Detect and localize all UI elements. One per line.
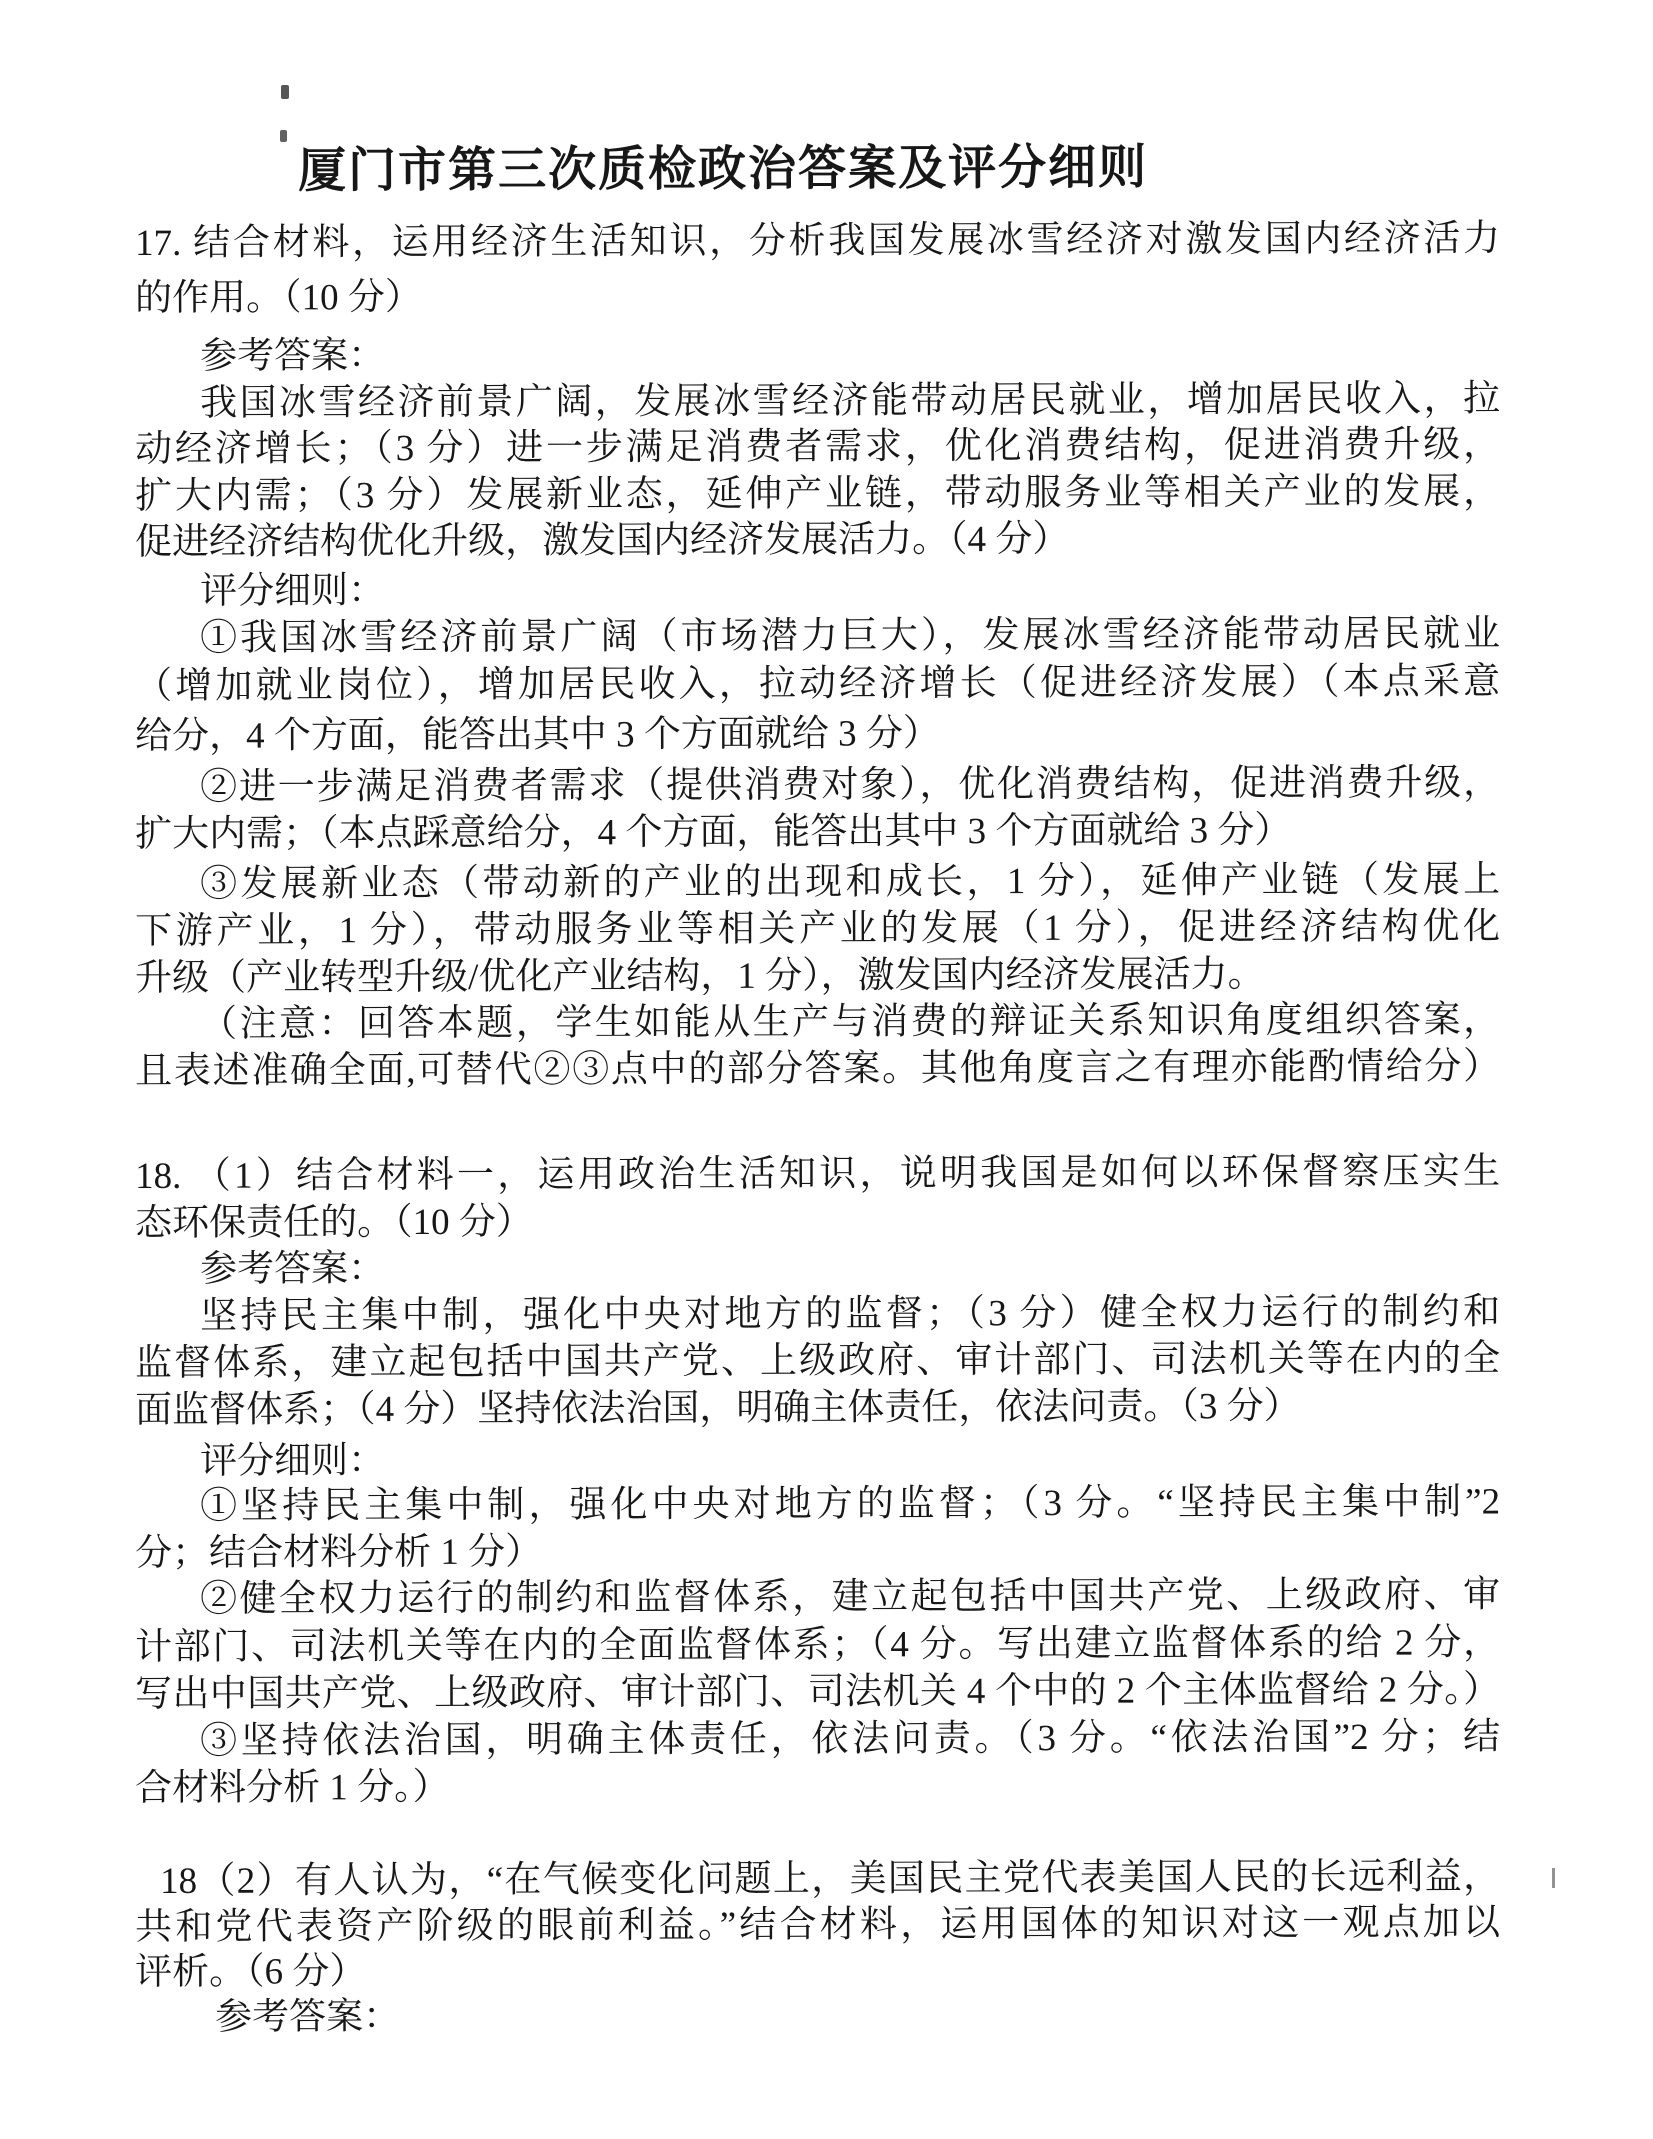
q18-1-answer-line: 面监督体系；（4 分）坚持依法治国，明确主体责任，依法问责。（3 分） bbox=[135, 1385, 1301, 1431]
q18-1-ref-answer-label: 参考答案： bbox=[200, 1248, 386, 1290]
q18-2-ref-answer-label: 参考答案： bbox=[215, 1996, 401, 2038]
q17-rubric-line: 给分，4 个方面，能答出其中 3 个方面就给 3 分） bbox=[135, 713, 940, 757]
q17-rubric-line: ③发展新业态（带动新的产业的出现和成长，1 分），延伸产业链（发展上 bbox=[200, 859, 1501, 905]
q17-question-line: 的作用。（10 分） bbox=[135, 276, 422, 319]
q17-rubric-line: 下游产业，1 分），带动服务业等相关产业的发展（1 分），促进经济结构优化 bbox=[135, 906, 1501, 952]
q18-2-question-line: 18（2）有人认为，“在气候变化问题上，美国民主党代表美国人民的长远利益， bbox=[160, 1856, 1501, 1902]
q18-1-rubric-line: ①坚持民主集中制，强化中央对地方的监督；（3 分。“坚持民主集中制”2 bbox=[200, 1481, 1501, 1527]
q18-1-question-line: 态环保责任的。（10 分） bbox=[135, 1201, 533, 1244]
q18-1-answer-line: 监督体系，建立起包括中国共产党、上级政府、审计部门、司法机关等在内的全 bbox=[135, 1338, 1501, 1384]
q17-ref-answer-label: 参考答案： bbox=[200, 335, 386, 377]
q17-rubric-label: 评分细则： bbox=[200, 570, 386, 612]
q17-rubric-line: 升级（产业转型升级/优化产业结构，1 分），激发国内经济发展活力。 bbox=[135, 954, 1265, 999]
q18-1-rubric-line: ②健全权力运行的制约和监督体系，建立起包括中国共产党、上级政府、审 bbox=[200, 1574, 1501, 1620]
q17-answer-line: 扩大内需；（3 分）发展新业态，延伸产业链，带动服务业等相关产业的发展， bbox=[135, 471, 1501, 517]
q18-1-rubric-line: 写出中国共产党、上级政府、审计部门、司法机关 4 个中的 2 个主体监督给 2 分。） bbox=[135, 1669, 1501, 1715]
q18-1-rubric-line: 合材料分析 1 分。） bbox=[135, 1766, 450, 1809]
q18-1-rubric-label: 评分细则： bbox=[200, 1440, 386, 1482]
scan-edge-mark bbox=[1552, 1868, 1555, 1888]
page-title: 厦门市第三次质检政治答案及评分细则 bbox=[297, 141, 1149, 198]
q17-question-line: 17. 结合材料，运用经济生活知识，分析我国发展冰雪经济对激发国内经济活力 bbox=[135, 218, 1501, 264]
q18-1-rubric-line: 计部门、司法机关等在内的全面监督体系；（4 分。写出建立监督体系的给 2 分， bbox=[135, 1622, 1501, 1668]
q18-1-question-line: 18. （1）结合材料一，运用政治生活知识，说明我国是如何以环保督察压实生 bbox=[135, 1151, 1501, 1197]
q17-note-line: 且表述准确全面,可替代②③点中的部分答案。其他角度言之有理亦能酌情给分） bbox=[135, 1046, 1501, 1092]
scan-speck bbox=[280, 130, 287, 142]
q17-rubric-line: ②进一步满足消费者需求（提供消费对象），优化消费结构，促进消费升级， bbox=[200, 762, 1501, 808]
q17-note-line: （注意：回答本题，学生如能从生产与消费的辩证关系知识角度组织答案， bbox=[200, 999, 1501, 1045]
q17-answer-line: 我国冰雪经济前景广阔，发展冰雪经济能带动居民就业，增加居民收入，拉 bbox=[200, 378, 1501, 424]
q17-answer-line: 动经济增长；（3 分）进一步满足消费者需求，优化消费结构，促进消费升级， bbox=[135, 424, 1501, 470]
q18-1-rubric-line: ③坚持依法治国，明确主体责任，依法问责。（3 分。“依法治国”2 分；结 bbox=[200, 1716, 1501, 1762]
q17-rubric-line: 扩大内需；（本点踩意给分，4 个方面，能答出其中 3 个方面就给 3 分） bbox=[135, 809, 1292, 855]
q17-answer-line: 促进经济结构优化升级，激发国内经济发展活力。（4 分） bbox=[135, 518, 1070, 563]
q18-1-rubric-line: 分；结合材料分析 1 分） bbox=[135, 1531, 543, 1574]
q17-rubric-line: （增加就业岗位），增加居民收入，拉动经济增长（促进经济发展）（本点采意 bbox=[135, 661, 1501, 707]
q17-rubric-line: ①我国冰雪经济前景广阔（市场潜力巨大），发展冰雪经济能带动居民就业 bbox=[200, 613, 1501, 659]
q18-2-question-line: 共和党代表资产阶级的眼前利益。”结合材料，运用国体的知识对这一观点加以 bbox=[135, 1902, 1501, 1948]
q18-1-answer-line: 坚持民主集中制，强化中央对地方的监督；（3 分）健全权力运行的制约和 bbox=[200, 1291, 1501, 1337]
scan-speck bbox=[281, 85, 289, 99]
q18-2-question-line: 评析。（6 分） bbox=[135, 1951, 367, 1993]
